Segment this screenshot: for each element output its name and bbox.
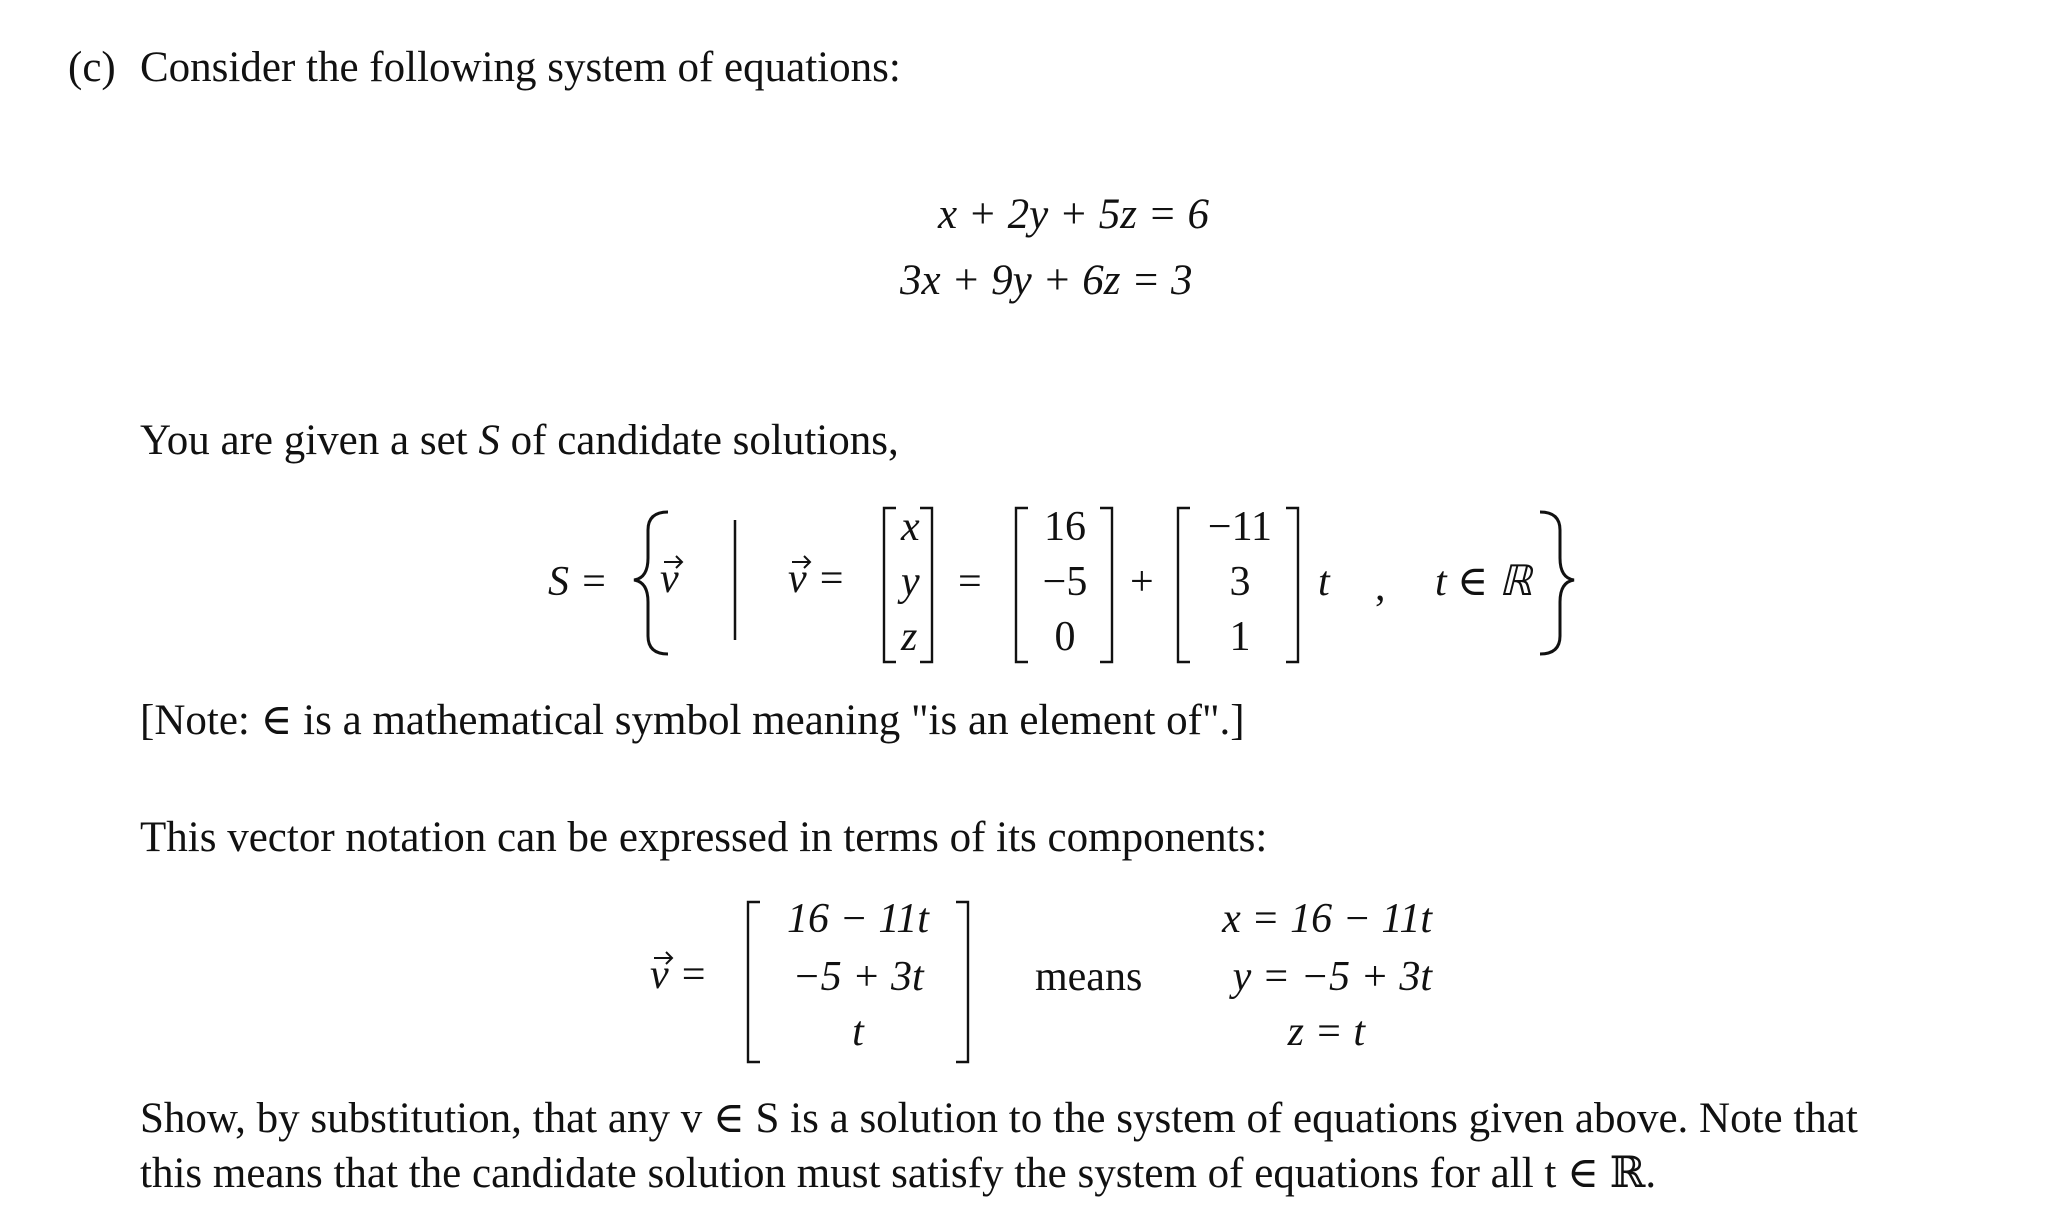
- equals-sign: =: [958, 559, 982, 605]
- show-line-2: this means that the candidate solution must satisfy the system of equations for all t ∈ ℝ.: [140, 1150, 1657, 1197]
- comp-col-row-2: −5 + 3t: [792, 954, 924, 1000]
- given-var: S: [478, 417, 500, 464]
- part-label: (c): [68, 44, 116, 91]
- set-s-label: S =: [548, 559, 608, 605]
- comp-row-z: z = t: [1287, 1009, 1365, 1055]
- col3-row-3: 1: [1229, 614, 1251, 660]
- comp-row-x: x = 16 − 11t: [1222, 896, 1432, 942]
- means-word: means: [1035, 954, 1143, 1000]
- param-t: t: [1318, 559, 1330, 605]
- set-comma: ,: [1375, 564, 1386, 610]
- set-domain: t ∈ ℝ: [1435, 559, 1533, 605]
- comp-left-bracket: [748, 902, 760, 1062]
- comp-right-bracket: [956, 902, 968, 1062]
- vec-v: v: [660, 556, 679, 602]
- given-after: of candidate solutions,: [499, 417, 899, 464]
- equation-1: x + 2y + 5z = 6: [938, 191, 1209, 238]
- comp-col-row-3: t: [852, 1009, 864, 1055]
- col3-row-1: −11: [1207, 504, 1273, 550]
- vec-v-eq: v =: [788, 556, 846, 602]
- intro-text: Consider the following system of equations:: [140, 44, 901, 91]
- comp-col-row-1: 16 − 11t: [787, 896, 929, 942]
- note-text: [Note: ∈ is a mathematical symbol meaning "is an element of".]: [140, 697, 1245, 744]
- col3-row-2: 3: [1229, 559, 1251, 605]
- col1-row-1: x: [901, 504, 920, 550]
- components: [650, 896, 1433, 1062]
- comp-row-y: y = −5 + 3t: [1232, 954, 1432, 1000]
- col1-row-3: z: [901, 614, 918, 660]
- col2-row-3: 0: [1054, 614, 1076, 660]
- col2-row-1: 16: [1044, 504, 1086, 550]
- equation-2: 3x + 9y + 6z = 3: [900, 257, 1193, 304]
- plus-sign: +: [1130, 559, 1154, 605]
- show-line-1: Show, by substitution, that any v ∈ S is a solution to the system of equations given above. Note that: [140, 1095, 1858, 1142]
- given-before: You are given a set: [140, 417, 479, 464]
- col2-row-2: −5: [1042, 559, 1088, 605]
- vector-note-text: This vector notation can be expressed in terms of its components:: [140, 814, 1268, 861]
- comp-v-eq: v =: [650, 952, 708, 998]
- col1-row-2: y: [901, 559, 920, 605]
